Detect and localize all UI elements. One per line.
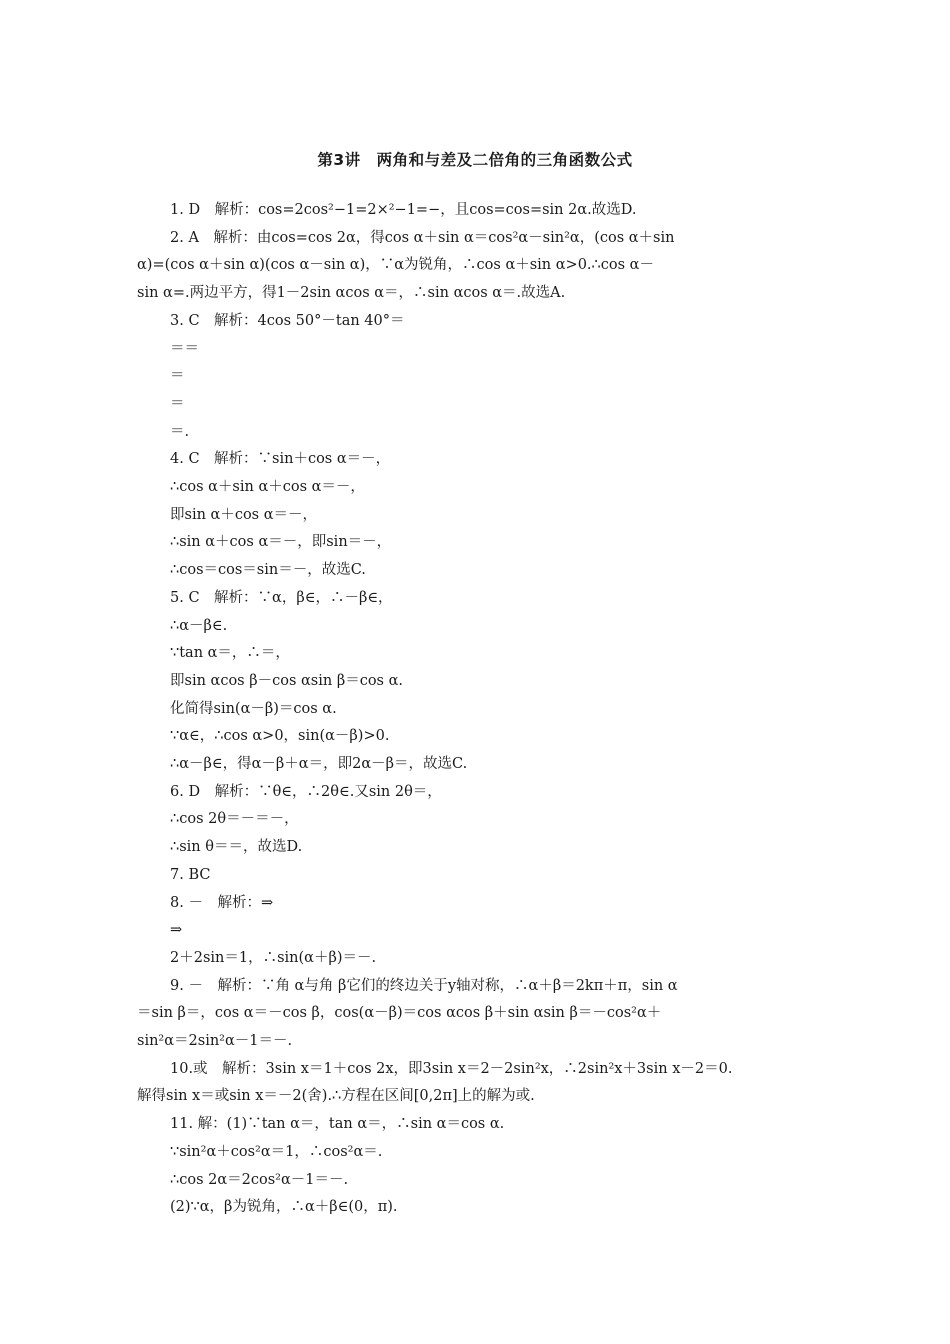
text-line: 1. D 解析：cos=2cos²−1=2×²−1=−，且cos=cos=sin 2α.故选D. xyxy=(170,202,637,218)
text-line: ∴α－β∈，得α－β＋α＝，即2α－β＝，故选C. xyxy=(170,756,468,772)
text-line: 9. － 解析：∵角 α与角 β它们的终边关于y轴对称，∴α＋β＝2kπ＋π，sin α xyxy=(170,977,678,994)
text-line: 化简得sin(α－β)＝cos α. xyxy=(170,700,337,717)
text-line: ＝. xyxy=(170,423,190,440)
text-line: 6. D 解析：∵θ∈，∴2θ∈.又sin 2θ＝， xyxy=(170,783,442,800)
text-line: 7. BC xyxy=(170,866,211,883)
text-line: ＝ xyxy=(170,395,185,412)
text-line: ∴cos 2α＝2cos²α－1＝－. xyxy=(170,1171,349,1188)
text-line: 10.或 解析：3sin x＝1＋cos 2x，即3sin x＝2－2sin²x，∴2sin²x＋3sin x－2＝0. xyxy=(170,1060,733,1077)
text-line: 解得sin x＝或sin x＝－2(舍).∴方程在区间[0,2π]上的解为或. xyxy=(137,1088,535,1105)
text-line: sin α=.两边平方，得1－2sin αcos α＝，∴sin αcos α＝.故选A. xyxy=(137,285,566,302)
text-line: 2＋2sin＝1，∴sin(α＋β)＝－. xyxy=(170,949,377,966)
text-line: ∴cos 2θ＝－＝－， xyxy=(170,811,299,828)
text-line: 8. － 解析：⇒ xyxy=(170,894,274,911)
text-line: sin²α＝2sin²α－1＝－. xyxy=(137,1033,293,1049)
text-line: 4. C 解析：∵sin＋cos α＝－， xyxy=(170,451,391,468)
text-line: 5. C 解析：∵α，β∈，∴－β∈， xyxy=(170,589,393,606)
text-line: 即sin α＋cos α＝－， xyxy=(170,506,318,523)
text-line: ∴sin θ＝＝，故选D. xyxy=(170,839,303,856)
text-line: ⇒ xyxy=(170,922,183,939)
text-line: ∵α∈，∴cos α>0，sin(α－β)>0. xyxy=(170,728,390,745)
text-line: ＝＝ xyxy=(170,340,199,357)
text-line: ∴cos α＋sin α＋cos α＝－， xyxy=(170,479,365,495)
text-line: ＝ xyxy=(170,368,185,385)
text-line: 3. C 解析：4cos 50°－tan 40°＝ xyxy=(170,312,405,329)
text-line: ∴α－β∈. xyxy=(170,617,228,634)
text-line: α)=(cos α＋sin α)(cos α－sin α)，∵α为锐角，∴cos α＋sin α>0.∴cos α－ xyxy=(137,257,654,274)
text-line: (2)∵α，β为锐角，∴α＋β∈(0，π). xyxy=(170,1199,398,1216)
text-line: ∴cos＝cos＝sin＝－，故选C. xyxy=(170,562,366,579)
text-line: 即sin αcos β－cos αsin β＝cos α. xyxy=(170,672,404,689)
text-line: ∴sin α＋cos α＝－，即sin＝－， xyxy=(170,534,392,551)
text-line: ∵tan α＝，∴＝， xyxy=(170,645,290,662)
page-title: 第3讲 两角和与差及二倍角的三角函数公式 xyxy=(317,151,633,169)
text-line: 11. 解：(1)∵tan α＝，tan α＝，∴sin α＝cos α. xyxy=(170,1116,505,1133)
text-line: ＝sin β＝，cos α＝－cos β，cos(α－β)＝cos αcos β＋sin αsin β＝－cos²α＋ xyxy=(137,1005,662,1022)
text-line: 2. A 解析：由cos=cos 2α，得cos α＋sin α＝cos²α－sin²α，(cos α＋sin xyxy=(170,229,675,246)
text-line: ∵sin²α＋cos²α＝1，∴cos²α＝. xyxy=(170,1143,383,1160)
